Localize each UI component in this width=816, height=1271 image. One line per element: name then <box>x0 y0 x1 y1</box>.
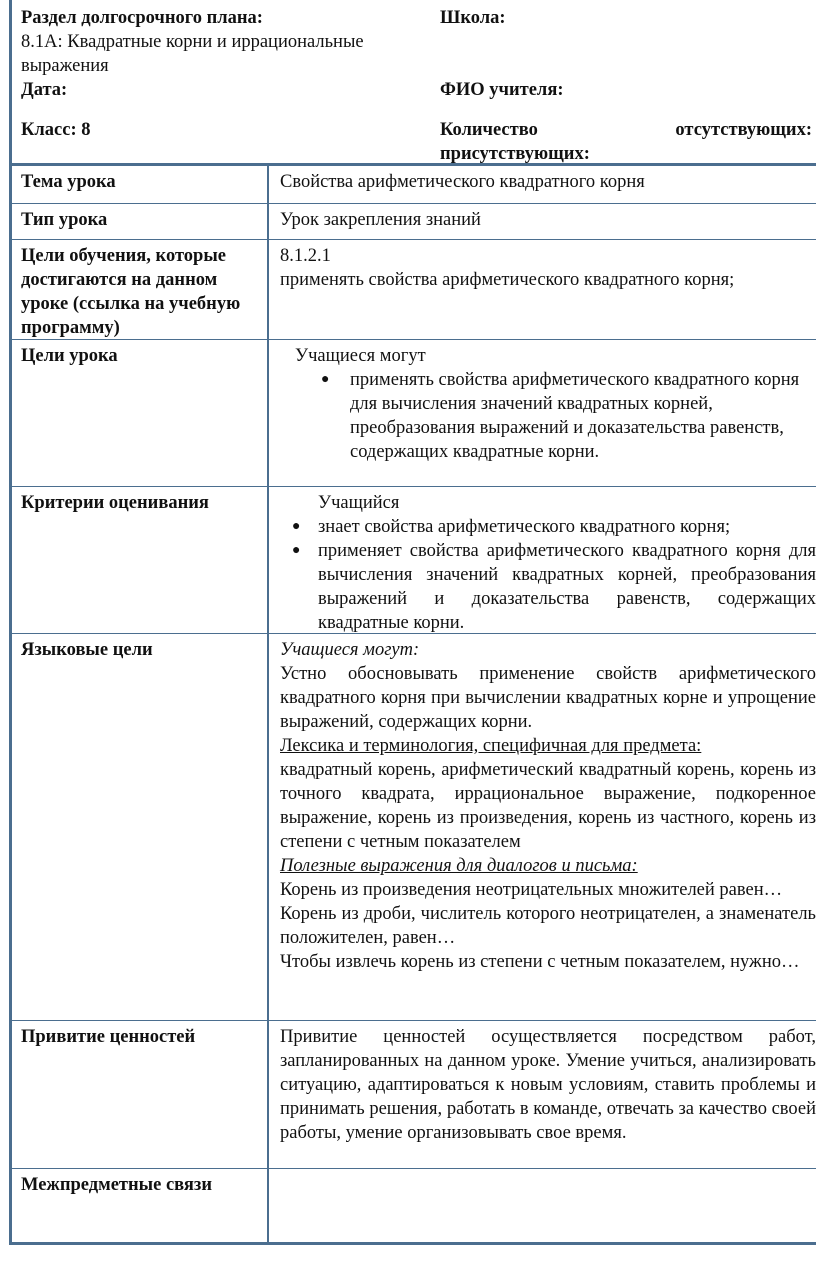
criteria-item-1 <box>280 515 816 539</box>
date-label: Дата: <box>21 80 68 100</box>
lesson-type-label: Тип урока <box>21 210 108 230</box>
criteria-text-2: применяет свойства арифметического квадратного корня для вычисления значений квадратных корней, преобразования выражений и доказательства равенств, содержащих квадратные корни. <box>318 541 816 633</box>
row-learning-goals <box>12 240 816 340</box>
learning-goal-code: 8.1.2.1 <box>280 246 331 266</box>
phrase-1: Корень из произведения неотрицательных множителей равен… <box>280 880 783 900</box>
plan-value: 8.1А: Квадратные корни и иррациональные выражения <box>21 32 364 76</box>
row-lesson-type <box>12 204 816 240</box>
language-text: Устно обосновывать применение свойств арифметического квадратного корня при вычислении квадратных корне и упрощение выражений, содержащих корни. <box>280 664 816 732</box>
values-label: Привитие ценностей <box>21 1027 196 1047</box>
absent-count-label: Количество отсутствующих: <box>440 120 812 140</box>
phrases-title: Полезные выражения для диалогов и письма: <box>280 856 638 876</box>
header-section <box>12 0 816 166</box>
lesson-goals-label: Цели урока <box>21 346 118 366</box>
plan-section <box>21 6 431 78</box>
lesson-type-value: Урок закрепления знаний <box>280 210 481 230</box>
lesson-goals-intro: Учащиеся могут <box>295 346 426 366</box>
class-label: Класс: 8 <box>21 120 91 140</box>
lesson-goal-item <box>295 368 805 464</box>
learning-goal-text: применять свойства арифметического квадратного корня; <box>280 270 735 290</box>
row-topic <box>12 166 816 204</box>
phrase-2: Корень из дроби, числитель которого неотрицателен, а знаменатель положителен, равен… <box>280 904 816 948</box>
topic-value: Свойства арифметического квадратного корня <box>280 172 645 192</box>
learning-goals-label: Цели обучения, которые достигаются на данном уроке (ссылка на учебную программу) <box>21 246 241 338</box>
criteria-text-1: знает свойства арифметического квадратного корня; <box>318 517 731 537</box>
school-label: Школа: <box>440 8 506 28</box>
criteria-item-2 <box>280 539 816 635</box>
bullet-icon: ● <box>292 543 301 558</box>
topic-label: Тема урока <box>21 172 116 192</box>
plan-label: Раздел долгосрочного плана: <box>21 8 263 28</box>
lesson-goal-text: применять свойства арифметического квадратного корня для вычисления значений квадратных корней, преобразования выражений и доказательства равенств, содержащих квадратные корни. <box>350 370 800 462</box>
teacher-label: ФИО учителя: <box>440 80 564 100</box>
row-values <box>12 1021 816 1169</box>
values-text: Привитие ценностей осуществляется посредством работ, запланированных на данном уроке. Умение учиться, анализировать ситуацию, адаптироваться к новым условиям, ставить проблемы и принимать решения, работать в команде, отвечать за качество своей работы, умение организовывать свое время. <box>280 1027 816 1143</box>
row-assessment-criteria <box>12 487 816 634</box>
criteria-label: Критерии оценивания <box>21 493 209 513</box>
bullet-icon: ● <box>321 372 330 387</box>
language-intro: Учащиеся могут: <box>280 640 420 660</box>
interdisciplinary-label: Межпредметные связи <box>21 1175 213 1195</box>
row-lesson-goals <box>12 340 816 487</box>
bullet-icon: ● <box>292 519 301 534</box>
vocabulary-title: Лексика и терминология, специфичная для предмета: <box>280 736 702 756</box>
row-language-goals <box>12 634 816 1021</box>
lesson-plan-table <box>9 0 816 1245</box>
row-interdisciplinary <box>12 1169 816 1242</box>
language-goals-label: Языковые цели <box>21 640 153 660</box>
criteria-intro: Учащийся <box>318 493 400 513</box>
present-count-label: присутствующих: <box>440 144 590 164</box>
vocabulary-text: квадратный корень, арифметический квадратный корень, корень из точного квадрата, иррациональное выражение, подкоренное выражение, корень из произведения, корень из частного, корень из степени с четным показателем <box>280 760 816 852</box>
phrase-3: Чтобы извлечь корень из степени с четным показателем, нужно… <box>280 952 800 972</box>
